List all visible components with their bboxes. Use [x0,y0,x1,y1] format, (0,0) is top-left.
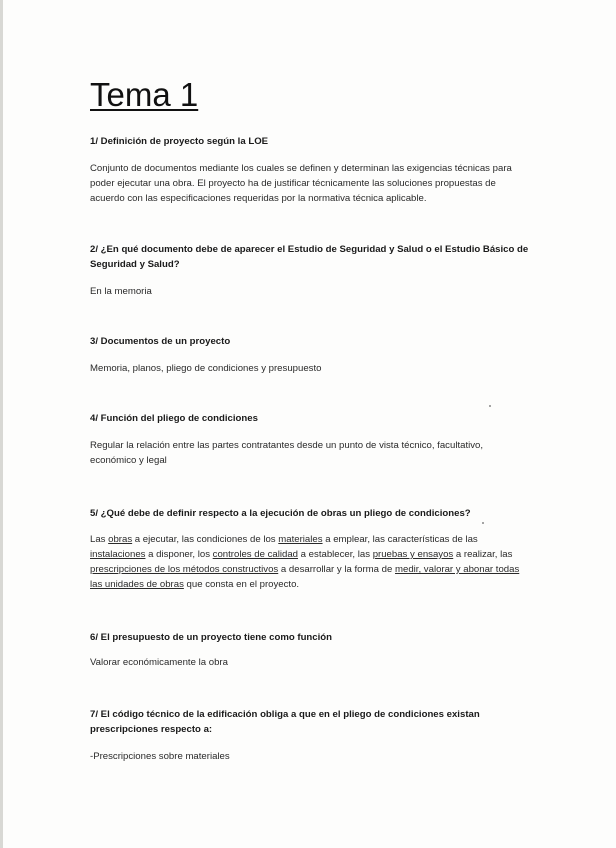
answer-5-text: a emplear, las características de las [322,534,478,545]
answer-5-materiales: materiales [278,534,323,545]
answer-5-pruebas: pruebas y ensayos [372,549,454,560]
answer-5 [90,532,530,592]
question-1: 1/ Definición de proyecto según la LOE [90,136,269,147]
answer-5-obras: obras [108,534,133,545]
answer-6: Valorar económicamente la obra [90,657,228,668]
answer-5-text: a disponer, los [145,549,213,560]
answer-2: En la memoria [90,286,152,297]
answer-3: Memoria, planos, pliego de condiciones y presupuesto [90,363,322,374]
question-2: 2/ ¿En qué documento debe de aparecer el Estudio de Seguridad y Salud o el Estudio Básico de Seguridad y Salud? [90,244,529,270]
answer-5-text: a realizar, las [453,549,513,560]
scan-speck [482,522,484,524]
question-5: 5/ ¿Qué debe de definir respecto a la ejecución de obras un pliego de condiciones? [90,508,471,519]
answer-5-prescripciones: prescripciones de los métodos constructivos [90,564,279,575]
question-4: 4/ Función del pliego de condiciones [90,413,258,424]
answer-5-text: a desarrollar y la forma de [278,564,396,575]
question-3: 3/ Documentos de un proyecto [90,336,231,347]
question-7: 7/ El código técnico de la edificación obliga a que en el pliego de condiciones existan prescripciones respecto a: [90,709,480,735]
question-6: 6/ El presupuesto de un proyecto tiene como función [90,632,333,643]
page-title: Tema 1 [90,76,199,113]
scan-speck [489,405,491,407]
answer-7: -Prescripciones sobre materiales [90,751,230,762]
answer-5-medir: medir, valorar y abonar todas las unidades de obras [90,564,520,590]
answer-5-text: que consta en el proyecto. [183,579,300,590]
scan-edge [0,0,3,848]
answer-4: Regular la relación entre las partes contratantes desde un punto de vista técnico, facultativo, económico y legal [90,440,484,466]
answer-5-text: a establecer, las [298,549,373,560]
answer-5-instalaciones: instalaciones [90,549,146,560]
answer-5-text: a ejecutar, las condiciones de los [132,534,279,545]
answer-5-controles: controles de calidad [212,549,299,560]
answer-1: Conjunto de documentos mediante los cuales se definen y determinan las exigencias técnicas para poder ejecutar una obra. El proyecto ha de justificar técnicamente las soluciones propuestas de acuerdo con las especificaciones requeridas por la normativa técnica aplicable. [90,163,512,204]
answer-5-text: Las [90,534,109,545]
